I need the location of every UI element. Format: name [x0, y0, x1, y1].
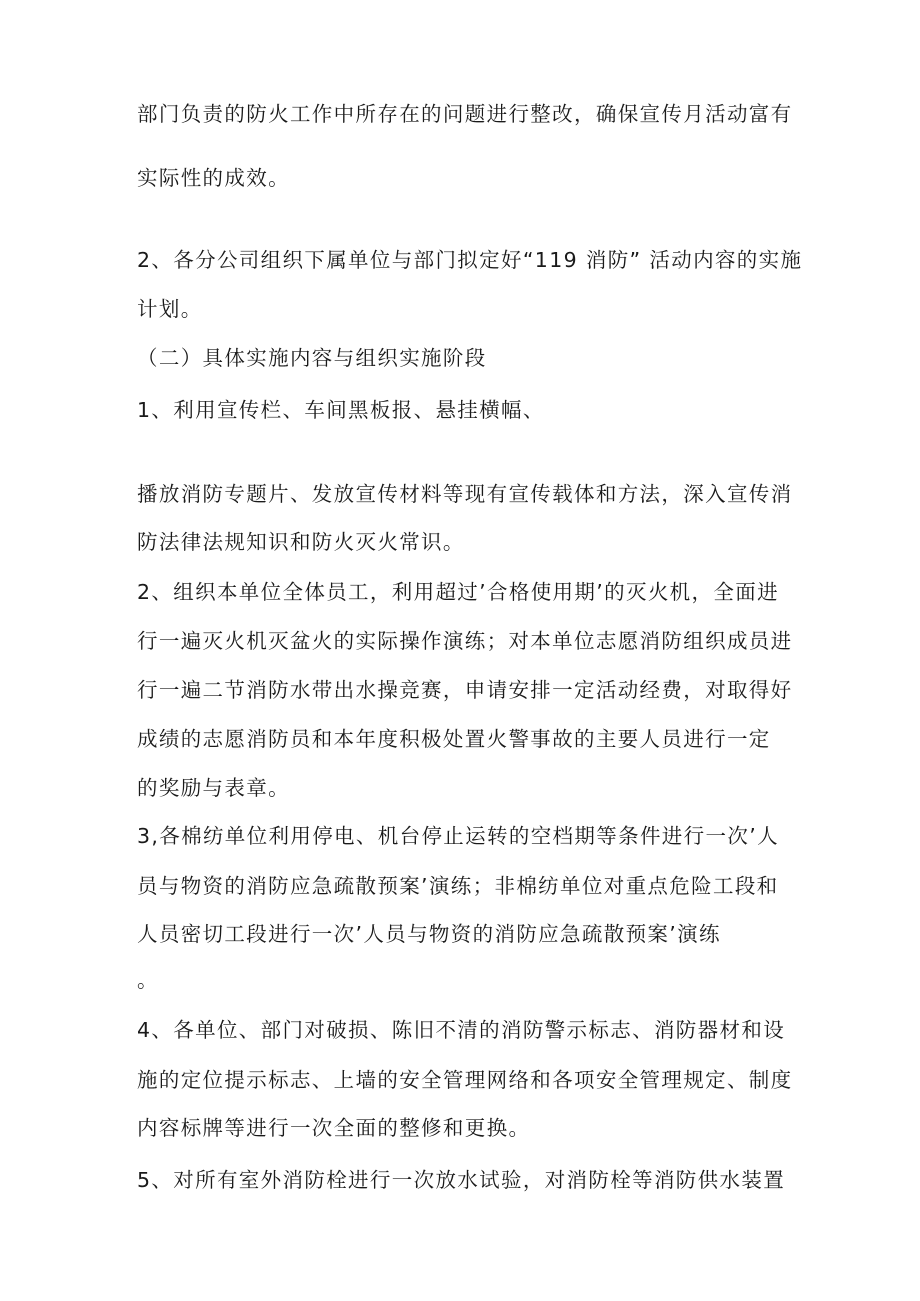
paragraph-line: 播放消防专题片、发放宣传材料等现有宣传载体和方法，深入宣传消 — [137, 482, 793, 506]
paragraph-line: 部门负责的防火工作中所存在的问题进行整改，确保宣传月活动富有 — [137, 102, 793, 126]
paragraph-line: 防法律法规知识和防火灭火常识。 — [137, 530, 465, 554]
paragraph-line: 员与物资的消防应急疏散预案’演练；非棉纺单位对重点危险工段和 — [137, 874, 779, 898]
paragraph-line: 内容标牌等进行一次全面的整修和更换。 — [137, 1116, 531, 1140]
paragraph-line: 3,各棉纺单位利用停电、机台停止运转的空档期等条件进行一次’人 — [137, 824, 779, 848]
paragraph-line: 2、各分公司组织下属单位与部门拟定好“119 消防” 活动内容的实施 — [137, 248, 803, 272]
paragraph-line: 实际性的成效。 — [137, 166, 290, 190]
paragraph-line: 成绩的志愿消防员和本年度积极处置火警事故的主要人员进行一定 — [137, 727, 771, 751]
paragraph-line: 。 — [137, 968, 159, 992]
paragraph-line: 行一遍二节消防水带出水操竞赛，申请安排一定活动经费，对取得好 — [137, 678, 793, 702]
paragraph-line: 4、各单位、部门对破损、陈旧不清的消防警示标志、消防器材和设 — [137, 1018, 786, 1042]
paragraph-line: 1、利用宣传栏、车间黑板报、悬挂横幅、 — [137, 398, 545, 422]
paragraph-line: 的奖励与表章。 — [137, 776, 290, 800]
paragraph-line: 2、组织本单位全体员工，利用超过’合格使用期’的灭火机，全面进 — [137, 580, 779, 604]
section-heading: （二）具体实施内容与组织实施阶段 — [137, 346, 487, 370]
paragraph-line: 5、对所有室外消防栓进行一次放水试验，对消防栓等消防供水装置 — [137, 1168, 786, 1192]
paragraph-line: 人员密切工段进行一次’人员与物资的消防应急疏散预案’演练 — [137, 922, 721, 946]
paragraph-line: 行一遍灭火机灭盆火的实际操作演练；对本单位志愿消防组织成员进 — [137, 629, 793, 653]
paragraph-line: 施的定位提示标志、上墙的安全管理网络和各项安全管理规定、制度 — [137, 1068, 793, 1092]
paragraph-line: 计划。 — [137, 297, 203, 321]
